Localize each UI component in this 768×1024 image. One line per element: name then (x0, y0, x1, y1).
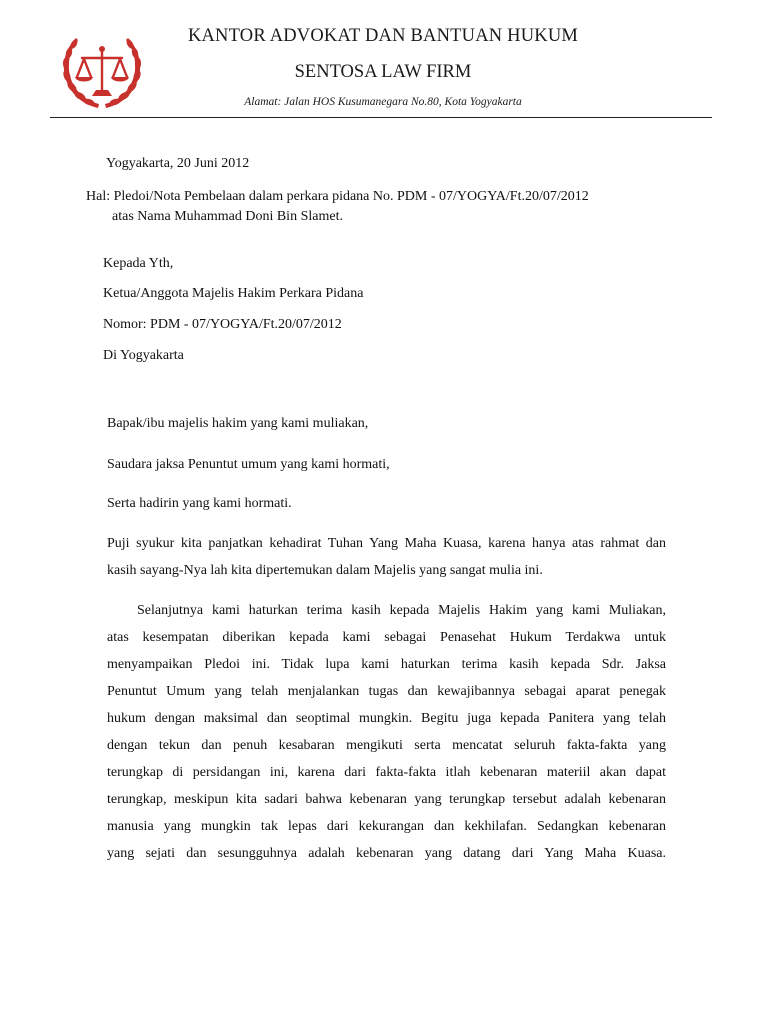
firm-address: Alamat: Jalan HOS Kusumanegara No.80, Kota Yogyakarta (244, 96, 522, 108)
scales-of-justice-laurel-icon (58, 32, 146, 112)
salutation-prosecutor: Saudara jaksa Penuntut umum yang kami hormati, (107, 457, 390, 472)
paragraph-line: terungkap, meskipun kita sadari bahwa kebenaran yang terungkap tersebut adalah kebenaran (107, 792, 666, 807)
paragraph-gratitude (107, 530, 666, 584)
paragraph-line: Penuntut Umum yang telah menjalankan tugas dan kewajibannya sebagai aparat penegak (107, 684, 666, 699)
paragraph-line: kasih sayang-Nya lah kita dipertemukan dalam Majelis yang sangat mulia ini. (107, 563, 543, 578)
paragraph-acknowledgement (107, 597, 666, 867)
subject-line-2: atas Nama Muhammad Doni Bin Slamet. (112, 209, 343, 224)
salutation-audience: Serta hadirin yang kami hormati. (107, 496, 292, 511)
paragraph-line: hukum dengan maksimal dan seoptimal mungkin. Begitu juga kepada Panitera yang telah (107, 711, 666, 726)
firm-name-heading: SENTOSA LAW FIRM (294, 62, 472, 82)
paragraph-line: dengan tekun dan penuh kesabaran mengikuti serta mencatat seluruh fakta-fakta yang (107, 738, 666, 753)
paragraph-line: yang sejati dan sesungguhnya adalah kebenaran yang datang dari Yang Maha Kuasa. (107, 846, 666, 861)
firm-type-heading: KANTOR ADVOKAT DAN BANTUAN HUKUM (187, 26, 579, 46)
paragraph-line: atas kesempatan diberikan kepada kami sebagai Penasehat Hukum Terdakwa untuk (107, 630, 666, 645)
paragraph-line: menyampaikan Pledoi ini. Tidak lupa kami haturkan terima kasih kepada Sdr. Jaksa (107, 657, 666, 672)
paragraph-line: Selanjutnya kami haturkan terima kasih kepada Majelis Hakim yang kami Muliakan, (137, 603, 666, 618)
recipient-title: Ketua/Anggota Majelis Hakim Perkara Pidana (103, 286, 364, 301)
paragraph-line: terungkap di persidangan ini, karena dari fakta-fakta itlah kebenaran materiil akan dapat (107, 765, 666, 780)
subject-line-1: Hal: Pledoi/Nota Pembelaan dalam perkara pidana No. PDM - 07/YOGYA/Ft.20/07/2012 (86, 189, 589, 204)
recipient-greeting: Kepada Yth, (103, 256, 174, 271)
paragraph-line: Puji syukur kita panjatkan kehadirat Tuhan Yang Maha Kuasa, karena hanya atas rahmat dan (107, 536, 666, 551)
salutation-judges: Bapak/ibu majelis hakim yang kami muliakan, (107, 416, 369, 431)
paragraph-line: manusia yang mungkin tak lepas dari kekurangan dan kekhilafan. Sedangkan kebenaran (107, 819, 666, 834)
recipient-location: Di Yogyakarta (103, 348, 184, 363)
letterhead-divider (50, 117, 712, 118)
recipient-number: Nomor: PDM - 07/YOGYA/Ft.20/07/2012 (103, 317, 342, 332)
date-line: Yogyakarta, 20 Juni 2012 (106, 156, 250, 171)
